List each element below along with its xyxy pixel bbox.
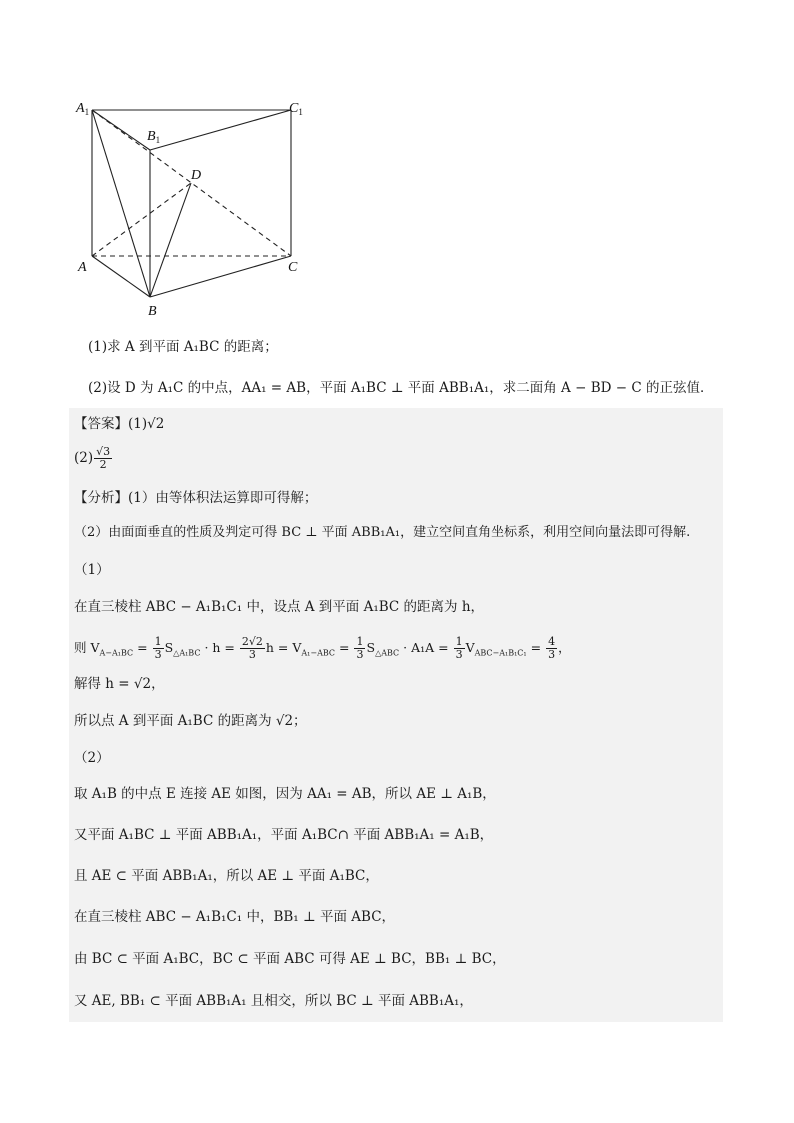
solution-line-7: 且 AE ⊂ 平面 ABB₁A₁，所以 AE ⊥ 平面 A₁BC，: [74, 868, 379, 884]
answer-1: 【答案】(1)√2: [74, 416, 165, 432]
edge-A1B: [92, 110, 150, 297]
label-A: A: [78, 260, 87, 275]
edge-B1C1: [150, 110, 291, 150]
edge-AD-dashed: [92, 183, 191, 256]
label-B1: $B_1$: [147, 129, 161, 145]
solution-line-8: 在直三棱柱 ABC − A₁B₁C₁ 中，BB₁ ⊥ 平面 ABC，: [74, 909, 396, 925]
solution-line-6: 又平面 A₁BC ⊥ 平面 ABB₁A₁，平面 A₁BC∩ 平面 ABB₁A₁ = A₁B，: [74, 827, 494, 843]
edge-BC: [150, 256, 291, 297]
edge-AB: [92, 256, 150, 297]
question-2: (2)设 D 为 A₁C 的中点，AA₁ = AB，平面 A₁BC ⊥ 平面 ABB₁A₁，求二面角 A − BD − C 的正弦值．: [88, 380, 714, 396]
solution-line-5: 取 A₁B 的中点 E 连接 AE 如图，因为 AA₁ = AB，所以 AE ⊥ A₁B，: [74, 786, 496, 802]
solution-line-10: 又 AE, BB₁ ⊂ 平面 ABB₁A₁ 且相交，所以 BC ⊥ 平面 ABB₁A₁，: [74, 993, 473, 1009]
question-1: (1)求 A 到平面 A₁BC 的距离；: [88, 339, 278, 355]
prism-figure: [70, 96, 340, 321]
label-D: D: [191, 168, 202, 183]
solution-line-2: 则 $V_{A-A_1BC}$ = $\frac{1}{3}$ $S_{\triangle A_1BC} \cdot h$ = $\frac{2√2}{3}$ $h = V_{A_1-ABC}$ = $\frac{1}{3}$ $S_{\triangle ABC} \cdot A_1A$ = $\frac{1}{3}$ $V_{ABC-A_1B_1C_1}$ = $\frac{4}{3}$ ，: [74, 635, 571, 661]
analysis-1: 【分析】(1）由等体积法运算即可得解；: [74, 490, 318, 506]
part-1-tag: （1）: [74, 562, 110, 578]
edge-BD: [150, 183, 191, 297]
part-2-tag: （2）: [74, 750, 110, 766]
analysis-2: （2）由面面垂直的性质及判定可得 BC ⊥ 平面 ABB₁A₁，建立空间直角坐标系，利用空间向量法即可得解.: [74, 525, 691, 540]
solution-line-3: 解得 h = √2，: [74, 676, 165, 692]
label-A1: $A_1$: [76, 101, 90, 117]
label-C1: $C_1$: [289, 101, 303, 117]
solution-line-9: 由 BC ⊂ 平面 A₁BC，BC ⊂ 平面 ABC 可得 AE ⊥ BC，BB₁ ⊥ BC，: [74, 951, 506, 967]
solution-line-1: 在直三棱柱 ABC − A₁B₁C₁ 中，设点 A 到平面 A₁BC 的距离为 h，: [74, 599, 485, 615]
label-C: C: [288, 260, 298, 275]
label-B: B: [148, 304, 157, 319]
solution-line-4: 所以点 A 到平面 A₁BC 的距离为 √2；: [74, 713, 307, 729]
answer-2: (2) $\frac{√3}{2}$: [74, 445, 111, 471]
